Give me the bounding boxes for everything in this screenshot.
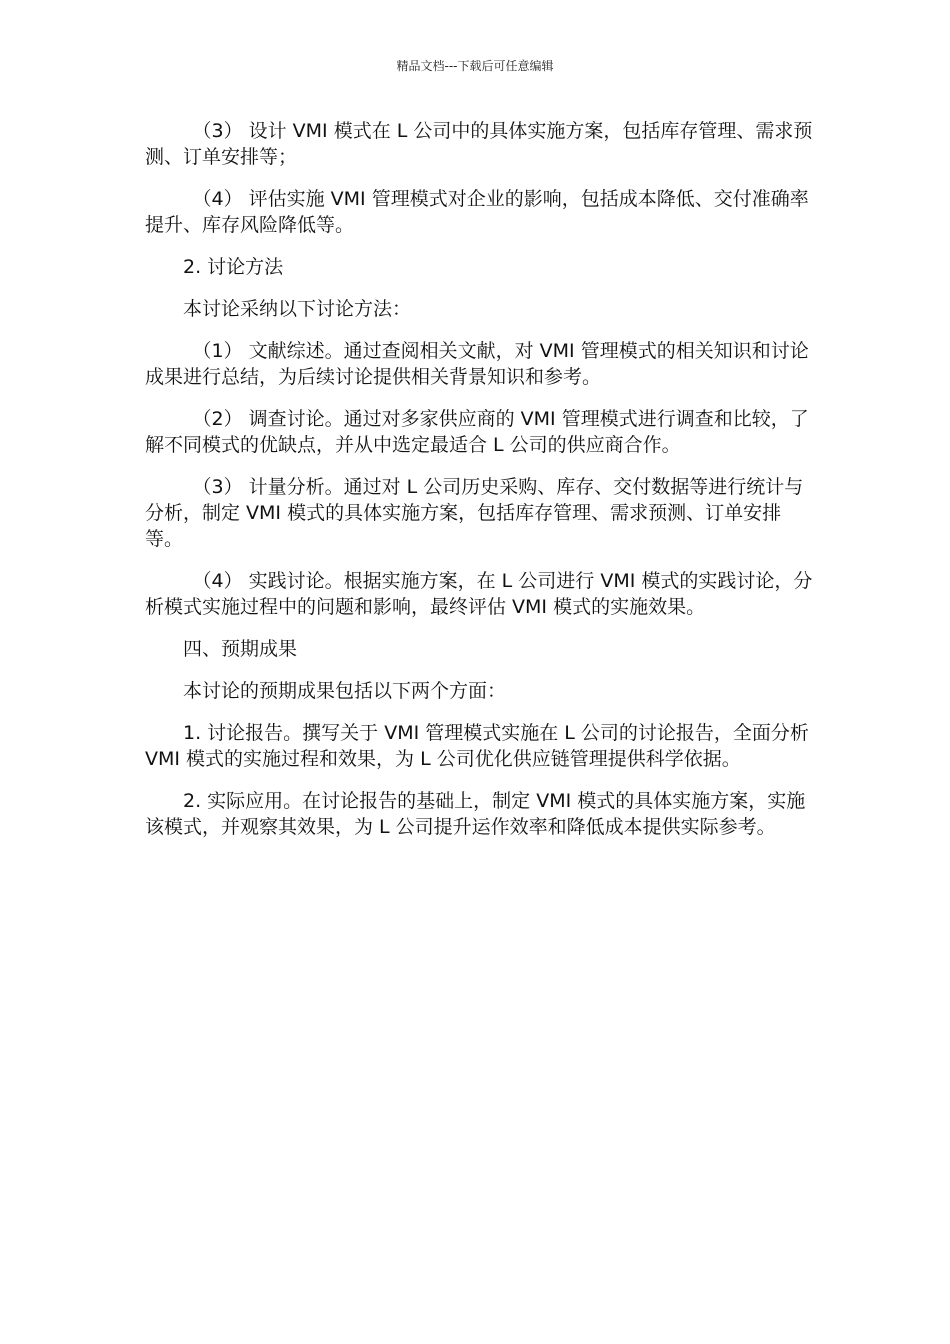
paragraph-expected-2: 2. 实际应用。在讨论报告的基础上，制定 VMI 模式的具体实施方案，实施该模式，并观察其效果，为 L 公司提升运作效率和降低成本提供实际参考。 xyxy=(145,790,806,838)
paragraph-expected-1: 1. 讨论报告。撰写关于 VMI 管理模式实施在 L 公司的讨论报告，全面分析 VMI 模式的实施过程和效果，为 L 公司优化供应链管理提供科学依据。 xyxy=(145,722,809,770)
section-heading-expected: 四、预期成果 xyxy=(183,638,298,660)
document-body xyxy=(145,118,815,856)
paragraph-method-4: （4） 实践讨论。根据实施方案，在 L 公司进行 VMI 模式的实践讨论，分析模式实施过程中的问题和影响，最终评估 VMI 模式的实施效果。 xyxy=(145,570,813,618)
paragraph-item-4: （4） 评估实施 VMI 管理模式对企业的影响，包括成本降低、交付准确率提升、库存风险降低等。 xyxy=(145,188,809,236)
paragraph-method-3: （3） 计量分析。通过对 L 公司历史采购、库存、交付数据等进行统计与分析，制定 VMI 模式的具体实施方案，包括库存管理、需求预测、订单安排等。 xyxy=(145,476,804,550)
paragraph-item-3: （3） 设计 VMI 模式在 L 公司中的具体实施方案，包括库存管理、需求预测、订单安排等； xyxy=(145,120,813,168)
section-heading-method: 2. 讨论方法 xyxy=(183,256,284,278)
paragraph-method-2: （2） 调查讨论。通过对多家供应商的 VMI 管理模式进行调查和比较，了解不同模式的优缺点，并从中选定最适合 L 公司的供应商合作。 xyxy=(145,408,809,456)
paragraph-method-1: （1） 文献综述。通过查阅相关文献，对 VMI 管理模式的相关知识和讨论成果进行总结，为后续讨论提供相关背景知识和参考。 xyxy=(145,340,809,388)
page-header: 精品文档---下载后可任意编辑 xyxy=(396,59,554,73)
paragraph-expected-intro: 本讨论的预期成果包括以下两个方面： xyxy=(183,680,507,702)
paragraph-method-intro: 本讨论采纳以下讨论方法： xyxy=(183,298,412,320)
